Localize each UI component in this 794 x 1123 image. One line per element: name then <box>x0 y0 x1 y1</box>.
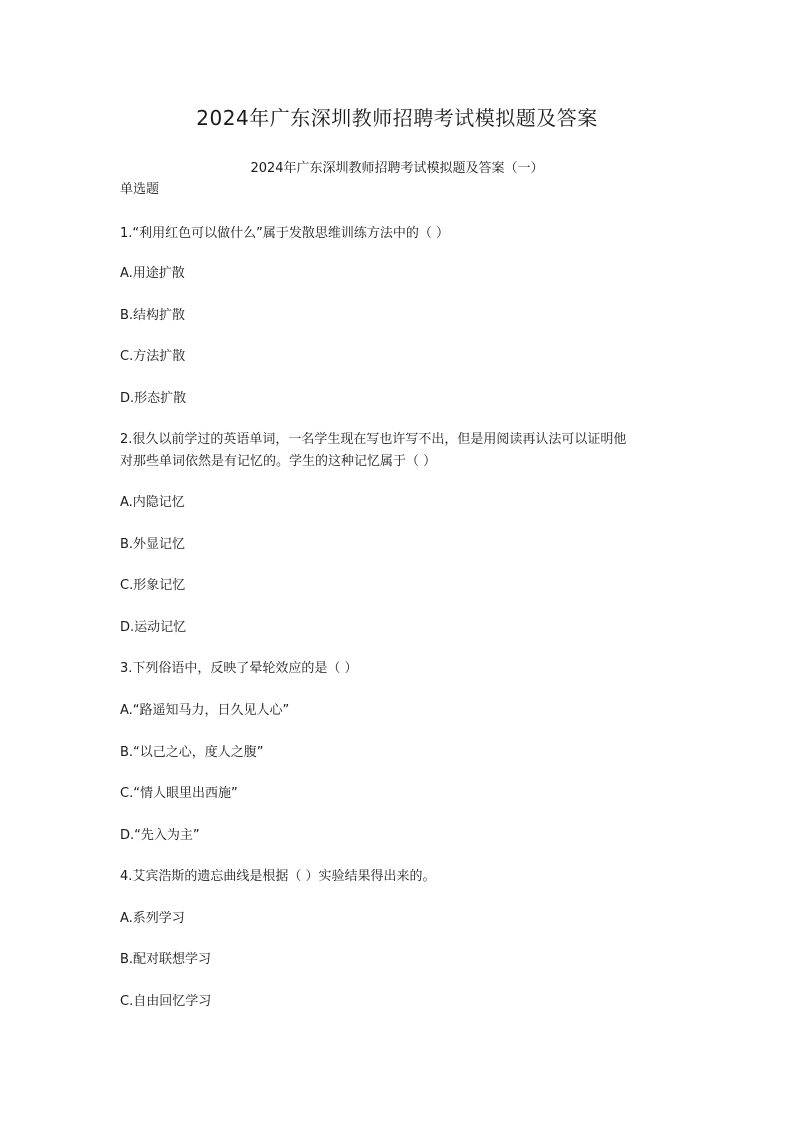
question-1-option-a: A.用途扩散 <box>120 266 185 281</box>
question-4-option-a: A.系列学习 <box>120 911 185 926</box>
question-3-option-b: B.“以己之心，度人之腹” <box>120 745 264 760</box>
question-4-stem: 4.艾宾浩斯的遗忘曲线是根据（ ）实验结果得出来的。 <box>120 869 436 884</box>
question-2-option-b: B.外显记忆 <box>120 537 186 552</box>
question-2-option-d: D.运动记忆 <box>120 620 187 635</box>
document-subtitle: 2024年广东深圳教师招聘考试模拟题及答案（一） <box>250 161 544 176</box>
question-3-stem: 3.下列俗语中，反映了晕轮效应的是（ ） <box>120 661 358 676</box>
question-4-option-b: B.配对联想学习 <box>120 952 212 967</box>
question-1-option-d: D.形态扩散 <box>120 391 187 406</box>
question-1-option-b: B.结构扩散 <box>120 308 186 323</box>
section-heading: 单选题 <box>120 182 160 197</box>
question-2-option-c: C.形象记忆 <box>120 578 186 593</box>
question-1-option-c: C.方法扩散 <box>120 349 186 364</box>
question-3-option-c: C.“情人眼里出西施” <box>120 786 238 801</box>
question-2-stem-line-1: 2.很久以前学过的英语单词，一名学生现在写也许写不出，但是用阅读再认法可以证明他 <box>120 432 627 447</box>
document-title: 2024年广东深圳教师招聘考试模拟题及答案 <box>196 106 598 130</box>
question-3-option-d: D.“先入为主” <box>120 828 200 843</box>
question-2-stem-line-2: 对那些单词依然是有记忆的。学生的这种记忆属于（ ） <box>120 454 437 469</box>
question-3-option-a: A.“路遥知马力，日久见人心” <box>120 703 290 718</box>
question-1-stem: 1.“利用红色可以做什么”属于发散思维训练方法中的（ ） <box>120 226 450 241</box>
question-4-option-c: C.自由回忆学习 <box>120 994 212 1009</box>
question-2-option-a: A.内隐记忆 <box>120 495 185 510</box>
